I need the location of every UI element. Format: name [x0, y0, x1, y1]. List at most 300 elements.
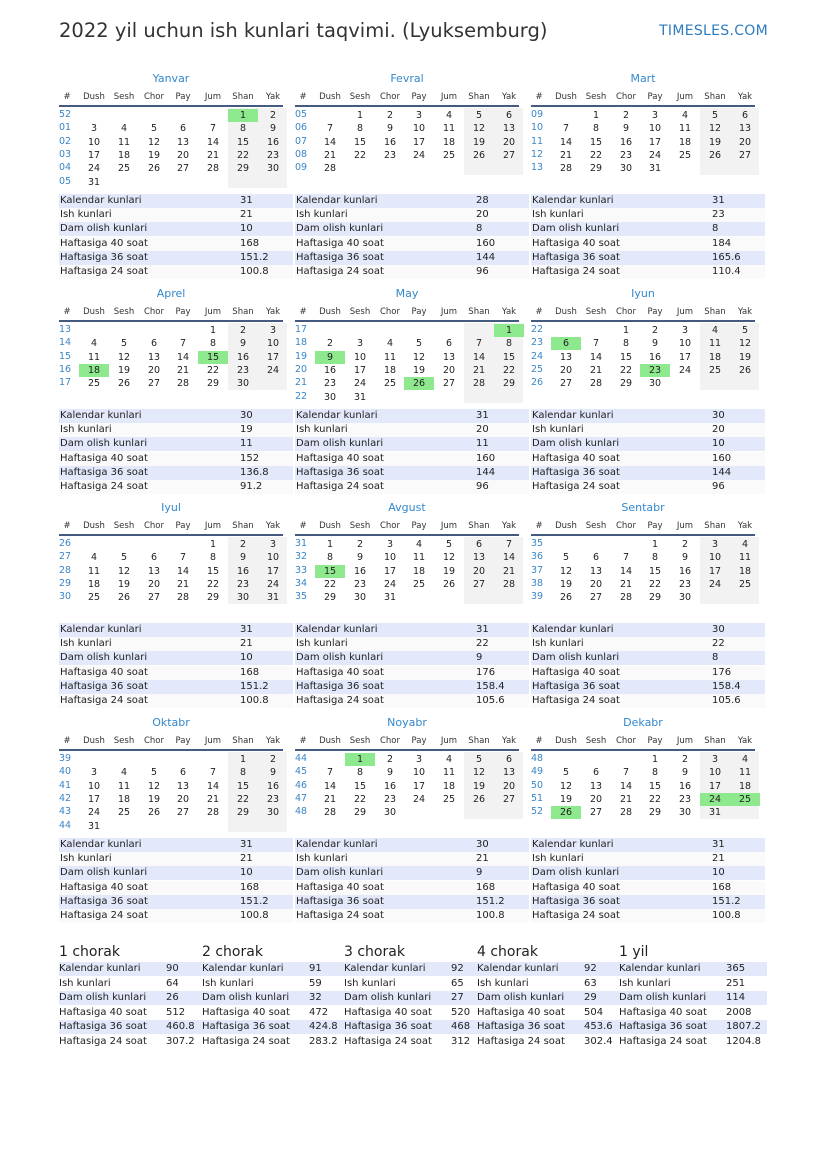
day-cell: 14 [206, 136, 220, 148]
weekday-label: Jum [676, 736, 694, 746]
stats-value: 26 [166, 992, 179, 1004]
stats-label: Kalendar kunlari [60, 195, 142, 206]
stats-label: Haftasiga 40 soat [532, 881, 620, 893]
stats-value: 22 [712, 638, 725, 650]
day-cell: 27 [738, 149, 752, 161]
week-row [295, 578, 519, 591]
week-row [295, 109, 519, 122]
day-cell: 30 [678, 807, 692, 819]
week-row [295, 565, 519, 578]
day-cell: 15 [619, 351, 633, 363]
day-cell: 21 [206, 793, 220, 805]
stats-label: Dam olish kunlari [202, 992, 290, 1004]
week-row [59, 337, 283, 350]
stats-value: 168 [712, 881, 732, 893]
holiday-day-cell: 23 [640, 364, 670, 377]
day-cell: 25 [383, 378, 397, 390]
week-number: 48 [531, 753, 544, 764]
stats-value: 251 [726, 977, 746, 989]
stats-row [531, 909, 765, 923]
day-cell: 28 [619, 592, 633, 604]
day-cell: 21 [589, 364, 603, 376]
day-cell: 2 [326, 338, 334, 350]
day-cell: 20 [147, 364, 161, 376]
quarter-stats-row [344, 1035, 492, 1049]
stats-value: 21 [712, 853, 725, 865]
week-number: 15 [59, 350, 72, 362]
weekday-label: Jum [440, 92, 458, 102]
day-cell: 11 [383, 351, 397, 363]
week-number: 36 [531, 551, 544, 563]
day-cell: 13 [147, 351, 161, 363]
stats-label: Ish kunlari [532, 853, 584, 865]
day-cell: 23 [383, 149, 397, 161]
stats-label: Haftasiga 24 soat [532, 266, 620, 277]
holiday-day-cell: 15 [315, 565, 345, 578]
weekday-label: Pay [175, 521, 191, 531]
stats-label: Haftasiga 24 soat [60, 266, 148, 277]
day-cell: 16 [619, 136, 633, 148]
stats-label: Haftasiga 40 soat [60, 666, 148, 678]
stats-label: Haftasiga 36 soat [60, 466, 148, 478]
month-calendar [295, 716, 519, 836]
week-row [59, 780, 283, 793]
day-cell: 23 [383, 793, 397, 805]
stats-label: Dam olish kunlari [296, 867, 384, 879]
stats-label: Dam olish kunlari [60, 652, 148, 664]
day-cell: 17 [87, 793, 101, 805]
day-cell: 24 [648, 149, 662, 161]
weekday-label: Dush [555, 736, 577, 746]
day-cell: 13 [502, 123, 516, 135]
day-cell: 25 [738, 578, 752, 590]
day-cell: 7 [592, 338, 600, 350]
stats-row [59, 222, 293, 236]
quarter-stats-row [59, 1035, 207, 1049]
stats-value: 64 [166, 977, 179, 989]
stats-label: Haftasiga 24 soat [296, 266, 384, 277]
day-cell: 5 [120, 338, 128, 350]
quarter-stats-row [477, 991, 625, 1005]
day-cell: 3 [415, 110, 423, 121]
day-cell: 27 [176, 807, 190, 819]
day-cell: 24 [266, 364, 280, 376]
stats-row [295, 895, 529, 909]
week-number: 46 [295, 779, 308, 791]
stats-value: 100.8 [476, 910, 505, 921]
stats-label: Haftasiga 24 soat [619, 1036, 707, 1047]
day-cell: 14 [559, 136, 573, 148]
stats-value: 11 [240, 438, 253, 450]
day-cell: 28 [589, 378, 603, 390]
day-cell: 25 [442, 793, 456, 805]
weekday-header [531, 92, 755, 107]
month-stats-table [295, 409, 529, 495]
stats-value: 160 [712, 452, 732, 464]
weekday-label: Yak [501, 736, 517, 746]
stats-row [59, 881, 293, 895]
month-stats-table [295, 838, 529, 924]
stats-label: Dam olish kunlari [532, 867, 620, 879]
day-cell: 10 [383, 552, 397, 564]
day-cell: 24 [353, 378, 367, 390]
stats-row [59, 423, 293, 437]
stats-value: 21 [240, 209, 253, 221]
weekday-label: Pay [647, 521, 663, 531]
quarter-stats-row [59, 977, 207, 991]
day-cell: 27 [442, 378, 456, 390]
month-name: May [395, 287, 419, 300]
stats-value: 22 [476, 638, 489, 650]
quarter-title: 1 chorak [59, 944, 120, 960]
day-cell: 31 [708, 807, 722, 819]
stats-row [59, 852, 293, 866]
day-cell: 6 [150, 338, 158, 350]
day-cell: 15 [206, 565, 220, 577]
stats-value: 10 [240, 867, 253, 879]
stats-value: 91.2 [240, 481, 263, 492]
week-row [295, 324, 519, 337]
day-cell: 13 [176, 780, 190, 792]
weekday-label: Chor [615, 521, 637, 531]
day-cell: 2 [681, 539, 689, 550]
brand-link[interactable]: TIMESLES.COM [659, 23, 768, 39]
stats-label: Haftasiga 40 soat [60, 452, 148, 464]
day-cell: 21 [502, 565, 516, 577]
day-cell: 3 [711, 754, 719, 765]
stats-label: Ish kunlari [296, 424, 348, 436]
stats-row [531, 452, 765, 466]
day-cell: 16 [383, 780, 397, 792]
week-number: 20 [295, 363, 308, 375]
week-row [59, 324, 283, 337]
day-cell: 19 [147, 149, 161, 161]
day-cell: 9 [386, 123, 394, 135]
stats-value: 152 [240, 452, 260, 464]
week-row [531, 324, 755, 337]
day-cell: 5 [415, 338, 423, 350]
day-cell: 7 [622, 767, 630, 779]
day-cell: 24 [266, 578, 280, 590]
day-cell: 18 [738, 565, 752, 577]
week-row [59, 149, 283, 162]
day-cell: 29 [323, 592, 337, 604]
day-cell: 11 [708, 338, 722, 350]
stats-value: 9 [476, 867, 483, 879]
stats-label: Ish kunlari [477, 977, 529, 989]
month-name: Noyabr [387, 716, 427, 729]
stats-label: Haftasiga 40 soat [60, 237, 148, 249]
day-cell: 16 [236, 565, 250, 577]
weekday-label: # [299, 307, 307, 317]
day-cell: 11 [412, 552, 426, 564]
week-number: 52 [531, 806, 544, 818]
stats-row [59, 680, 293, 694]
weekday-label: Chor [379, 92, 401, 102]
day-cell: 20 [472, 565, 486, 577]
day-cell: 29 [206, 592, 220, 604]
day-cell: 5 [562, 552, 570, 564]
day-cell: 15 [648, 565, 662, 577]
day-cell: 28 [176, 592, 190, 604]
day-cell: 22 [502, 364, 516, 376]
stats-value: 312 [451, 1036, 471, 1047]
stats-value: 90 [166, 963, 179, 974]
day-cell: 7 [179, 552, 187, 564]
day-cell: 12 [472, 767, 486, 779]
stats-value: 302.4 [584, 1036, 613, 1047]
week-number: 44 [295, 753, 308, 764]
day-cell: 2 [651, 325, 659, 336]
quarter-title: 1 yil [619, 944, 649, 960]
day-cell: 23 [236, 364, 250, 376]
weekday-label: Dush [555, 92, 577, 102]
day-cell: 18 [412, 565, 426, 577]
day-cell: 16 [678, 565, 692, 577]
stats-row [531, 881, 765, 895]
day-cell: 19 [738, 351, 752, 363]
week-row [59, 591, 283, 604]
stats-label: Haftasiga 36 soat [296, 466, 384, 478]
weekday-label: Dush [555, 521, 577, 531]
day-cell: 21 [176, 364, 190, 376]
day-cell: 16 [353, 565, 367, 577]
stats-label: Kalendar kunlari [296, 624, 378, 635]
week-number: 19 [295, 350, 308, 362]
weekday-label: Pay [647, 92, 663, 102]
stats-row [59, 466, 293, 480]
holiday-day-cell: 26 [404, 377, 434, 390]
day-cell: 4 [741, 539, 749, 550]
day-cell: 8 [209, 552, 217, 564]
week-row [59, 551, 283, 564]
stats-value: 10 [712, 438, 725, 450]
day-cell: 25 [442, 149, 456, 161]
stats-label: Dam olish kunlari [296, 438, 384, 450]
weekday-label: Jum [676, 307, 694, 317]
day-cell: 15 [502, 351, 516, 363]
day-cell: 26 [442, 578, 456, 590]
stats-label: Haftasiga 36 soat [532, 680, 620, 692]
weekday-label: Yak [737, 92, 753, 102]
stats-label: Dam olish kunlari [60, 867, 148, 879]
stats-row [531, 480, 765, 494]
day-cell: 23 [678, 793, 692, 805]
day-cell: 30 [383, 807, 397, 819]
week-number: 10 [531, 122, 544, 134]
day-cell: 1 [209, 539, 217, 550]
quarter-stats-row [619, 962, 767, 976]
stats-row [295, 694, 529, 708]
weekday-label: Chor [143, 92, 165, 102]
stats-value: 1204.8 [726, 1036, 761, 1047]
week-row [531, 591, 755, 604]
week-row [59, 806, 283, 819]
day-cell: 3 [90, 123, 98, 135]
stats-label: Haftasiga 24 soat [60, 695, 148, 706]
day-cell: 2 [681, 754, 689, 765]
weekday-header [531, 521, 755, 536]
day-cell: 27 [147, 592, 161, 604]
week-number: 16 [59, 363, 72, 375]
day-cell: 8 [326, 552, 334, 564]
week-number: 42 [59, 792, 72, 804]
day-cell: 10 [87, 780, 101, 792]
weekday-label: Shan [704, 521, 726, 531]
stats-label: Ish kunlari [619, 977, 671, 989]
quarter-summary [619, 944, 759, 1050]
day-cell: 27 [502, 149, 516, 161]
month-name: Iyul [161, 501, 181, 514]
day-cell: 15 [236, 136, 250, 148]
weekday-label: Dush [83, 736, 105, 746]
quarter-summary [344, 944, 484, 1050]
month-name: Yanvar [152, 72, 190, 85]
weekday-label: Chor [379, 736, 401, 746]
weekday-label: Shan [704, 92, 726, 102]
month-stats-table [295, 194, 529, 280]
stats-label: Haftasiga 40 soat [296, 452, 384, 464]
week-row [531, 780, 755, 793]
week-row [59, 351, 283, 364]
week-number: 26 [59, 538, 72, 549]
weekday-label: Sesh [113, 92, 135, 102]
stats-row [59, 909, 293, 923]
stats-label: Dam olish kunlari [59, 992, 147, 1004]
day-cell: 17 [266, 351, 280, 363]
month-calendar [531, 501, 755, 621]
day-cell: 13 [147, 565, 161, 577]
weekday-header [59, 307, 283, 322]
stats-value: 365 [726, 963, 746, 974]
week-row [531, 364, 755, 377]
weekday-label: Yak [265, 736, 281, 746]
week-row [295, 538, 519, 551]
day-cell: 9 [622, 123, 630, 135]
day-cell: 19 [472, 780, 486, 792]
day-cell: 30 [266, 807, 280, 819]
stats-label: Haftasiga 40 soat [296, 666, 384, 678]
week-row [531, 551, 755, 564]
day-cell: 8 [239, 123, 247, 135]
week-number: 05 [59, 175, 72, 187]
weekday-label: Sesh [349, 307, 371, 317]
day-cell: 1 [239, 754, 247, 765]
weekday-header [295, 92, 519, 107]
day-cell: 26 [117, 592, 131, 604]
day-cell: 13 [559, 351, 573, 363]
month-stats-table [531, 409, 765, 495]
weekday-label: Dush [319, 307, 341, 317]
day-cell: 16 [648, 351, 662, 363]
stats-value: 144 [476, 466, 496, 478]
day-cell: 5 [741, 325, 749, 336]
day-cell: 12 [708, 123, 722, 135]
day-cell: 4 [386, 338, 394, 350]
day-cell: 9 [386, 767, 394, 779]
week-number: 51 [531, 792, 544, 804]
stats-value: 168 [240, 666, 260, 678]
weekday-label: # [535, 92, 543, 102]
stats-row [59, 651, 293, 665]
day-cell: 9 [651, 338, 659, 350]
day-cell: 13 [589, 565, 603, 577]
day-cell: 20 [559, 364, 573, 376]
stats-row [295, 409, 529, 423]
day-cell: 10 [648, 123, 662, 135]
stats-row [59, 452, 293, 466]
stats-row [59, 194, 293, 208]
stats-label: Ish kunlari [296, 853, 348, 865]
stats-label: Kalendar kunlari [296, 410, 378, 421]
stats-value: 1807.2 [726, 1021, 761, 1033]
stats-row [59, 666, 293, 680]
stats-row [59, 409, 293, 423]
week-number: 09 [531, 109, 544, 120]
day-cell: 17 [648, 136, 662, 148]
stats-label: Haftasiga 36 soat [344, 1021, 432, 1033]
weekday-header [295, 521, 519, 536]
weekday-label: Yak [737, 736, 753, 746]
day-cell: 18 [383, 364, 397, 376]
day-cell: 17 [708, 780, 722, 792]
weekday-label: Jum [440, 521, 458, 531]
day-cell: 28 [502, 578, 516, 590]
week-row [59, 578, 283, 591]
stats-value: 30 [476, 839, 489, 850]
week-number: 21 [295, 377, 308, 389]
stats-label: Ish kunlari [532, 424, 584, 436]
stats-value: 184 [712, 237, 732, 249]
stats-label: Haftasiga 36 soat [60, 895, 148, 907]
week-number: 22 [295, 390, 308, 402]
stats-value: 160 [476, 452, 496, 464]
stats-label: Haftasiga 24 soat [344, 1036, 432, 1047]
stats-row [295, 666, 529, 680]
day-cell: 4 [711, 325, 719, 336]
week-number: 32 [295, 551, 308, 563]
stats-value: 168 [476, 881, 496, 893]
quarter-stats-row [344, 991, 492, 1005]
stats-label: Kalendar kunlari [532, 839, 614, 850]
day-cell: 7 [209, 767, 217, 779]
stats-label: Haftasiga 36 soat [532, 466, 620, 478]
day-cell: 13 [442, 351, 456, 363]
quarter-stats-row [59, 1020, 207, 1034]
stats-label: Haftasiga 24 soat [532, 695, 620, 706]
weekday-label: Yak [265, 521, 281, 531]
weekday-label: Dush [83, 307, 105, 317]
stats-label: Haftasiga 40 soat [619, 1006, 707, 1018]
day-cell: 30 [678, 592, 692, 604]
stats-row [295, 852, 529, 866]
holiday-day-cell: 26 [551, 806, 581, 819]
day-cell: 22 [648, 578, 662, 590]
weekday-label: Pay [175, 92, 191, 102]
week-row [295, 377, 519, 390]
stats-row [295, 866, 529, 880]
week-row [531, 766, 755, 779]
weekday-label: Sesh [113, 736, 135, 746]
stats-label: Haftasiga 40 soat [532, 452, 620, 464]
quarter-stats-row [202, 962, 350, 976]
stats-row [531, 265, 765, 279]
holiday-day-cell: 25 [730, 793, 760, 806]
holiday-day-cell: 9 [315, 351, 345, 364]
day-cell: 2 [269, 110, 277, 121]
day-cell: 1 [356, 110, 364, 121]
stats-label: Haftasiga 24 soat [296, 695, 384, 706]
